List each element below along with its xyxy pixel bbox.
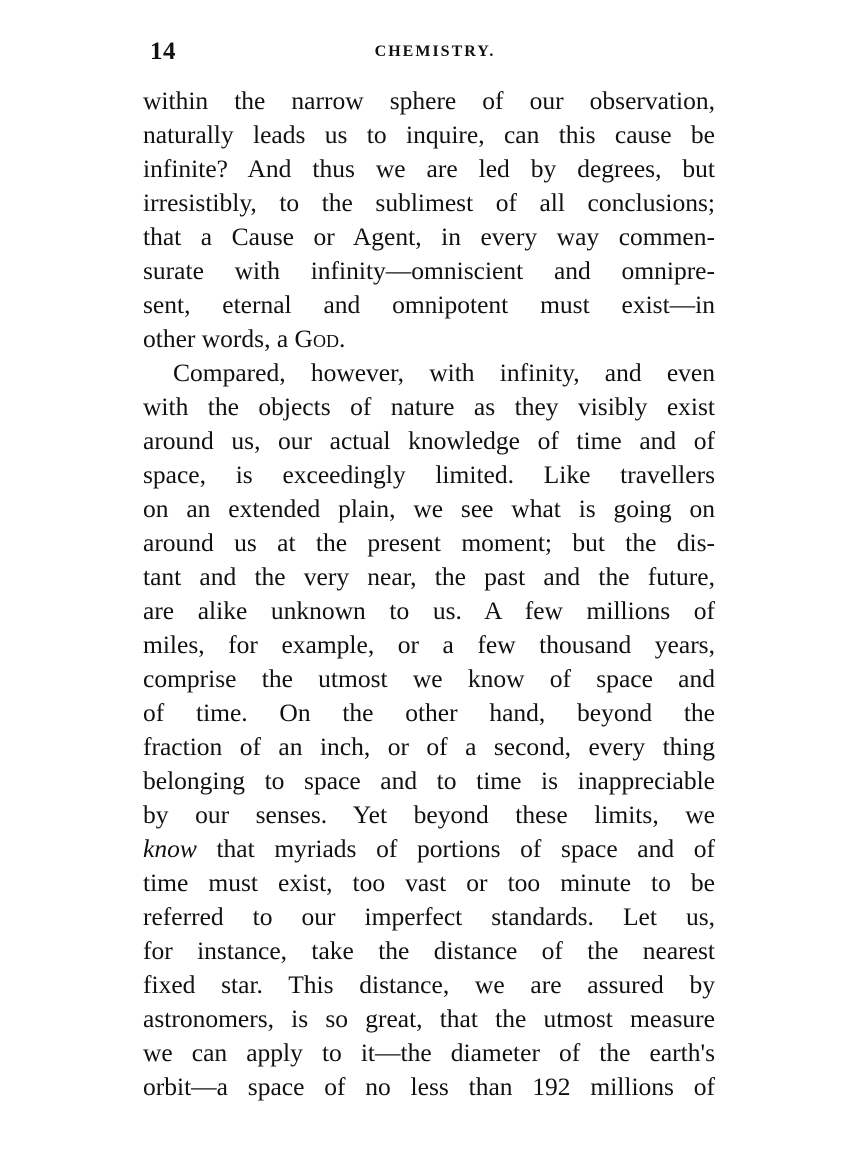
text-line bbox=[143, 288, 715, 322]
text-segment: other words, a bbox=[143, 324, 295, 353]
text-line bbox=[143, 492, 715, 526]
running-head bbox=[150, 38, 720, 68]
text-segment: astronomers, is so great, that the utmost measure bbox=[143, 1004, 715, 1033]
text-line bbox=[143, 662, 715, 696]
text-line bbox=[143, 798, 715, 832]
text-line bbox=[143, 526, 715, 560]
text-line bbox=[143, 1002, 715, 1036]
text-segment: comprise the utmost we know of space and bbox=[143, 664, 715, 693]
text-segment: that a Cause or Agent, in every way commen- bbox=[143, 222, 715, 251]
text-line bbox=[143, 934, 715, 968]
text-line bbox=[143, 186, 715, 220]
text-segment: fraction of an inch, or of a second, every thing bbox=[143, 732, 715, 761]
text-line bbox=[143, 594, 715, 628]
text-segment: that myriads of portions of space and of bbox=[196, 834, 715, 863]
text-line bbox=[143, 220, 715, 254]
text-segment: space, is exceedingly limited. Like travellers bbox=[143, 460, 715, 489]
text-segment: belonging to space and to time is inappreciable bbox=[143, 766, 715, 795]
text-line bbox=[143, 118, 715, 152]
text-segment: of time. On the other hand, beyond the bbox=[143, 698, 715, 727]
text-line bbox=[143, 1070, 715, 1104]
text-segment: we can apply to it—the diameter of the earth's bbox=[143, 1038, 715, 1067]
text-line bbox=[143, 560, 715, 594]
text-line bbox=[143, 152, 715, 186]
text-segment: around us at the present moment; but the dis- bbox=[143, 528, 715, 557]
text-segment: time must exist, too vast or too minute to be bbox=[143, 868, 715, 897]
text-segment: within the narrow sphere of our observation, bbox=[143, 86, 715, 115]
text-segment: infinite? And thus we are led by degrees, but bbox=[143, 154, 715, 183]
text-segment: miles, for example, or a few thousand years, bbox=[143, 630, 715, 659]
text-segment: naturally leads us to inquire, can this cause be bbox=[143, 120, 715, 149]
text-line bbox=[143, 84, 715, 118]
text-segment: by our senses. Yet beyond these limits, we bbox=[143, 800, 715, 829]
text-segment: tant and the very near, the past and the future, bbox=[143, 562, 715, 591]
text-segment: on an extended plain, we see what is going on bbox=[143, 494, 715, 523]
text-segment: fixed star. This distance, we are assured by bbox=[143, 970, 715, 999]
text-line bbox=[143, 1036, 715, 1070]
text-line bbox=[143, 900, 715, 934]
page-number: 14 bbox=[150, 38, 176, 65]
text-segment: sent, eternal and omnipotent must exist—in bbox=[143, 290, 715, 319]
running-title: CHEMISTRY. bbox=[374, 43, 496, 60]
text-segment: . bbox=[338, 324, 346, 353]
body-text bbox=[143, 84, 715, 1104]
text-line bbox=[143, 866, 715, 900]
text-line bbox=[143, 764, 715, 798]
text-line bbox=[143, 628, 715, 662]
text-line bbox=[143, 730, 715, 764]
text-segment: with the objects of nature as they visibly exist bbox=[143, 392, 715, 421]
text-segment: for instance, take the distance of the nearest bbox=[143, 936, 715, 965]
text-segment: around us, our actual knowledge of time and of bbox=[143, 426, 715, 455]
text-line bbox=[143, 968, 715, 1002]
text-line bbox=[143, 696, 715, 730]
text-segment: orbit—a space of no less than 192 millions of bbox=[143, 1072, 715, 1101]
text-segment: irresistibly, to the sublimest of all conclusions; bbox=[143, 188, 715, 217]
text-line bbox=[143, 322, 715, 356]
text-line bbox=[143, 390, 715, 424]
text-segment: Compared, however, with infinity, and even bbox=[173, 358, 715, 387]
paragraph-first-line bbox=[143, 356, 715, 390]
text-line bbox=[143, 832, 715, 866]
text-segment: referred to our imperfect standards. Let us, bbox=[143, 902, 715, 931]
text-line bbox=[143, 424, 715, 458]
italic-word: know bbox=[143, 834, 197, 863]
text-line bbox=[143, 458, 715, 492]
text-segment: surate with infinity—omniscient and omnipre- bbox=[143, 256, 715, 285]
text-segment: are alike unknown to us. A few millions of bbox=[143, 596, 715, 625]
smallcaps-word: God bbox=[294, 324, 339, 353]
text-line bbox=[143, 254, 715, 288]
